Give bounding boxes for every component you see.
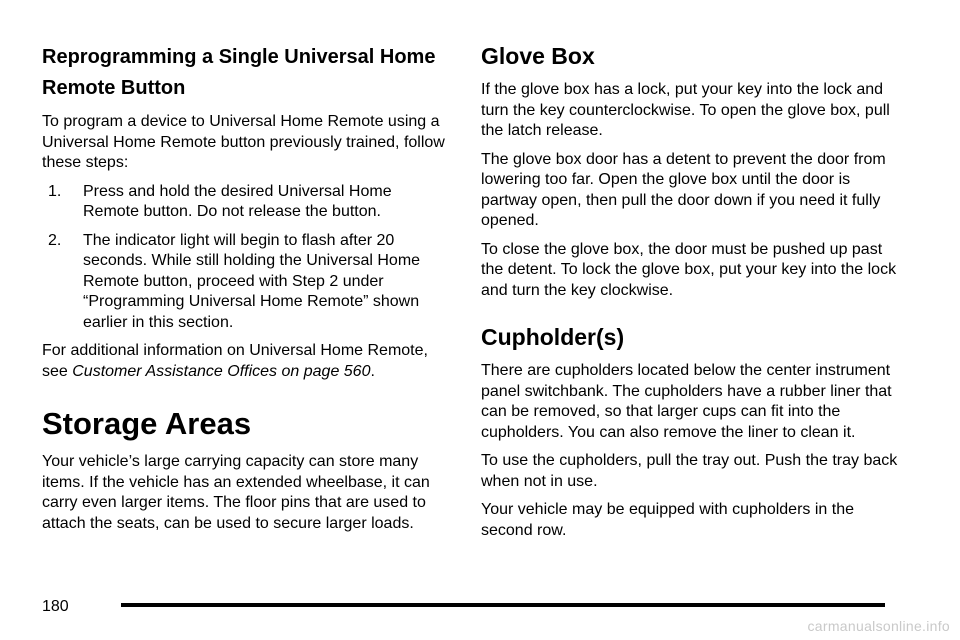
spacer bbox=[42, 390, 450, 406]
reprogramming-intro: To program a device to Universal Home Remote using a Universal Home Remote button previously trained, follow these steps: bbox=[42, 113, 445, 171]
reprogramming-steps bbox=[42, 182, 450, 334]
more-info-paragraph bbox=[42, 341, 450, 382]
step-number: 1. bbox=[48, 182, 62, 200]
step-item bbox=[48, 182, 450, 223]
more-info-suffix: . bbox=[370, 362, 375, 380]
storage-paragraph: Your vehicle’s large carrying capacity can store many items. If the vehicle has an extended wheelbase, it can carry even larger items. The floor pins that are used to attach the seats, can be used to secure larger loads. bbox=[42, 453, 430, 532]
step-text: Press and hold the desired Universal Home Remote button. Do not release the button. bbox=[83, 182, 392, 220]
cupholder-paragraph-1: There are cupholders located below the center instrument panel switchbank. The cupholders have a rubber liner that can be removed, so that larger cups can fit into the cupholders. You can also remove the liner to clean it. bbox=[481, 362, 892, 441]
more-info-prefix: For additional information on Universal Home Remote, see bbox=[42, 342, 428, 380]
cupholder-paragraph-3: Your vehicle may be equipped with cupholders in the second row. bbox=[481, 501, 854, 539]
section-heading-glove-box: Glove Box bbox=[481, 43, 595, 69]
cupholder-paragraph-2: To use the cupholders, pull the tray out. Push the tray back when not in use. bbox=[481, 452, 898, 490]
cross-reference-link[interactable]: Customer Assistance Offices on page 560 bbox=[72, 362, 371, 380]
right-column bbox=[481, 42, 901, 549]
page-number: 180 bbox=[42, 598, 69, 615]
section-heading-reprogramming: Reprogramming a Single Universal Home Remote Button bbox=[42, 46, 436, 99]
spacer bbox=[481, 309, 901, 323]
step-text: The indicator light will begin to flash after 20 seconds. While still holding the Universal Home Remote button, proceed with Step 2 under “Programming Universal Home Remote” shown earlier in this section. bbox=[83, 231, 421, 331]
step-number: 2. bbox=[48, 231, 62, 249]
section-heading-storage-areas: Storage Areas bbox=[42, 406, 252, 441]
left-column bbox=[42, 42, 450, 542]
footer-divider bbox=[121, 603, 885, 607]
glovebox-paragraph-2: The glove box door has a detent to prevent the door from lowering too far. Open the glove box until the door is partway open, then pull the door down if you need it fully opened. bbox=[481, 150, 886, 229]
glovebox-paragraph-3: To close the glove box, the door must be pushed up past the detent. To lock the glove box, put your key into the lock and turn the key clockwise. bbox=[481, 240, 897, 299]
watermark: carmanualsonline.info bbox=[807, 618, 950, 634]
step-item bbox=[48, 231, 450, 334]
section-heading-cupholders: Cupholder(s) bbox=[481, 324, 625, 350]
glovebox-paragraph-1: If the glove box has a lock, put your key into the lock and turn the key counterclockwise. To open the glove box, pull the latch release. bbox=[481, 81, 890, 139]
